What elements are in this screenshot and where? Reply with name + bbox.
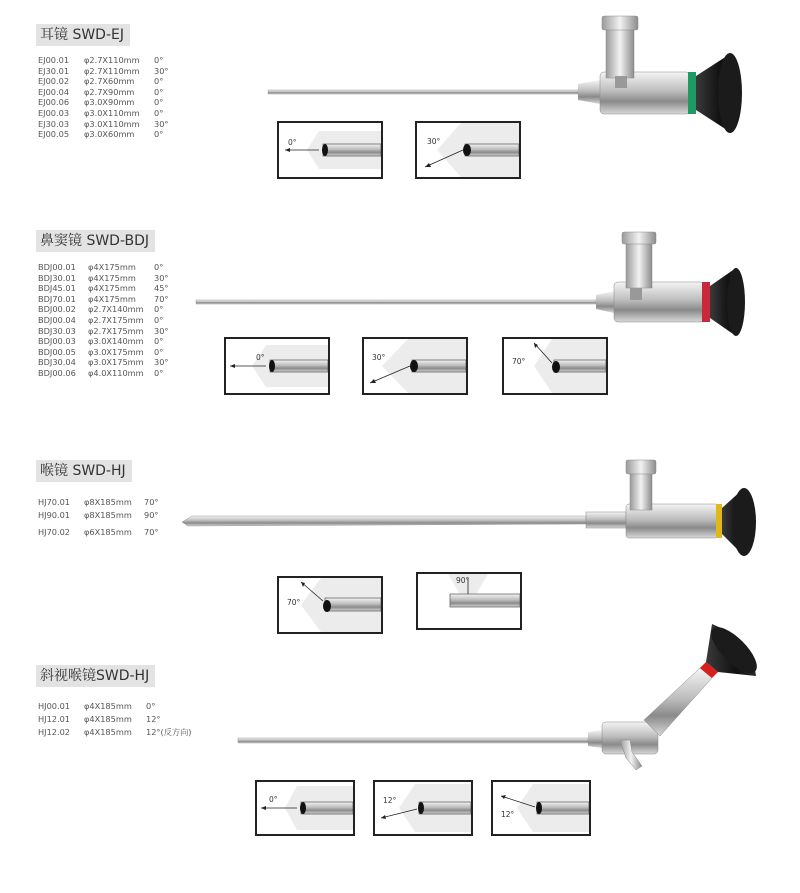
- view-angle-label: 70°: [512, 357, 526, 366]
- spec-row: BDJ00.06 φ4.0X110mm 0°: [38, 367, 164, 378]
- view-thumbnail: [255, 780, 355, 836]
- view-diagram: [375, 782, 471, 834]
- spec-row: EJ00.05 φ3.0X60mm 0°: [38, 129, 164, 140]
- spec-row: HJ00.01 φ4X185mm 0°: [38, 701, 156, 711]
- view-angle-label: 90°: [456, 576, 470, 585]
- section-title-bdj: 鼻窦镜 SWD-BDJ: [36, 230, 155, 252]
- view-angle-label: 30°: [372, 353, 386, 362]
- view-angle-label: 0°: [256, 353, 265, 362]
- section-title-hj-oblique: 斜视喉镜SWD-HJ: [36, 665, 155, 687]
- spec-row: BDJ00.04 φ2.7X175mm 0°: [38, 314, 164, 325]
- spec-list-bdj: [38, 262, 169, 379]
- view-diagram: [417, 123, 519, 177]
- spec-row: EJ00.04 φ2.7X90mm 0°: [38, 86, 164, 97]
- view-diagram: [226, 339, 328, 393]
- spec-row: EJ00.01 φ2.7X110mm 0°: [38, 55, 164, 65]
- view-diagram: [257, 782, 353, 834]
- spec-list-ej: [38, 55, 169, 140]
- spec-row: EJ30.03 φ3.0X110mm 30°: [38, 118, 169, 129]
- view-diagram: [493, 782, 589, 834]
- spec-row: HJ12.01 φ4X185mm 12°: [38, 714, 161, 724]
- spec-row: EJ00.02 φ2.7X60mm 0°: [38, 76, 164, 87]
- view-angle-label: 30°: [427, 137, 441, 146]
- spec-row: HJ70.01 φ8X185mm 70°: [38, 497, 159, 507]
- view-angle-label: 0°: [269, 795, 278, 804]
- view-diagram: [364, 339, 466, 393]
- spec-row: BDJ00.05 φ3.0X175mm 0°: [38, 346, 164, 357]
- view-angle-label: 0°: [288, 138, 297, 147]
- view-angle-label: 70°: [287, 598, 301, 607]
- endoscope-hj-oblique-image: [232, 620, 762, 785]
- section-title-ej: 耳镜 SWD-EJ: [36, 24, 130, 46]
- view-angle-label: 12°: [501, 810, 515, 819]
- view-thumbnail: [491, 780, 591, 836]
- spec-row: HJ12.02 φ4X185mm 12°(反方向): [38, 727, 192, 737]
- spec-row: EJ30.01 φ2.7X110mm 30°: [38, 65, 169, 76]
- spec-row: BDJ30.01 φ4X175mm 30°: [38, 272, 169, 283]
- spec-row: HJ70.02 φ6X185mm 70°: [38, 527, 159, 537]
- spec-row: EJ00.03 φ3.0X110mm 0°: [38, 107, 164, 118]
- view-thumbnail: [362, 337, 468, 395]
- view-thumbnail: [277, 121, 383, 179]
- view-thumbnail: [502, 337, 608, 395]
- view-diagram: [504, 339, 606, 393]
- spec-row: BDJ00.03 φ3.0X140mm 0°: [38, 336, 164, 347]
- spec-row: BDJ30.03 φ2.7X175mm 30°: [38, 325, 169, 336]
- view-thumbnail: [224, 337, 330, 395]
- endoscope-hj-image: [176, 450, 760, 560]
- spec-row: BDJ30.04 φ3.0X175mm 30°: [38, 357, 169, 368]
- spec-row: BDJ00.02 φ2.7X140mm 0°: [38, 304, 164, 315]
- spec-row: BDJ00.01 φ4X175mm 0°: [38, 262, 164, 272]
- spec-row: BDJ70.01 φ4X175mm 70°: [38, 293, 169, 304]
- view-angle-label: 12°: [383, 796, 397, 805]
- spec-row: EJ00.06 φ3.0X90mm 0°: [38, 97, 164, 108]
- view-thumbnail: [415, 121, 521, 179]
- view-diagram: [279, 123, 381, 177]
- section-title-hj: 喉镜 SWD-HJ: [36, 460, 132, 482]
- view-thumbnail: [373, 780, 473, 836]
- spec-list-hj: [38, 496, 159, 539]
- spec-row: HJ90.01 φ8X185mm 90°: [38, 510, 159, 520]
- endoscope-bdj-image: [190, 228, 750, 338]
- spec-list-hj-oblique: [38, 700, 191, 739]
- spec-row: BDJ45.01 φ4X175mm 45°: [38, 283, 169, 294]
